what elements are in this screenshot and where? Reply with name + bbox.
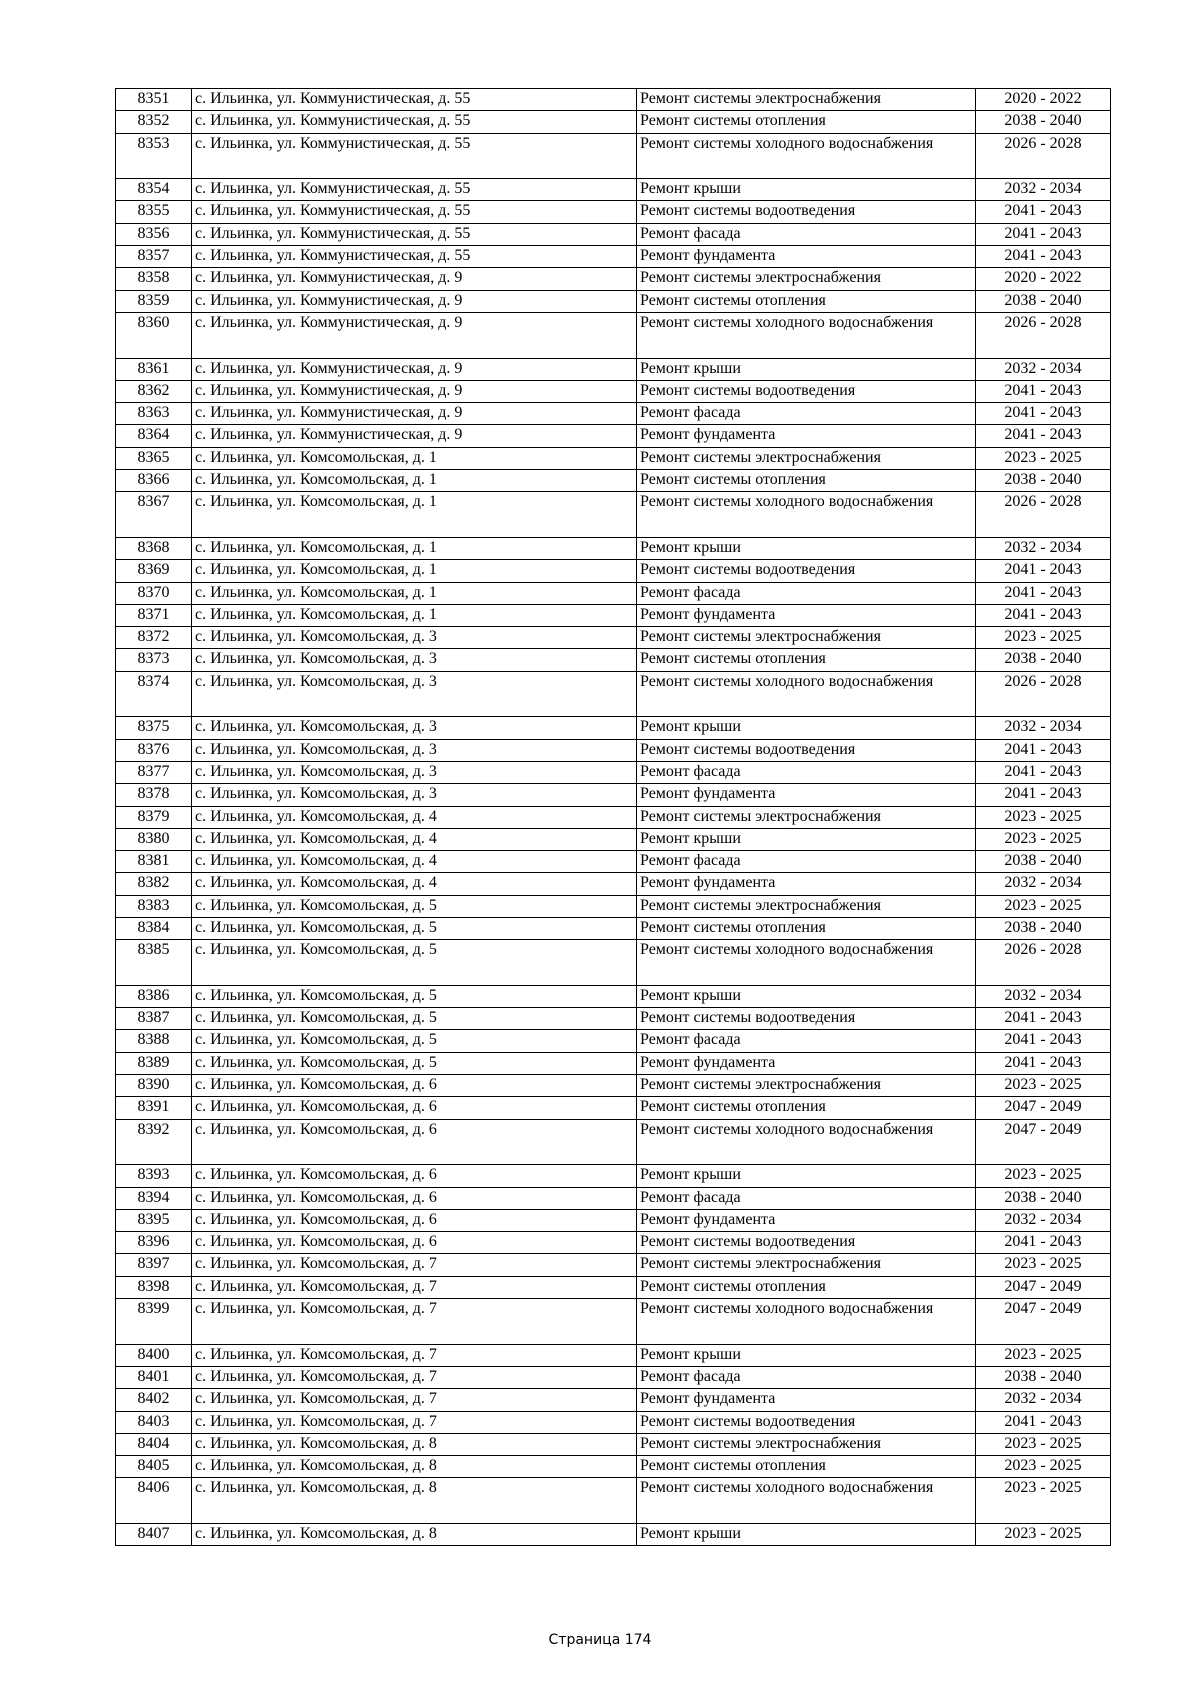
row-period: 2023 - 2025 [976, 1456, 1111, 1478]
page-number: Страница 174 [548, 1632, 652, 1648]
row-period: 2026 - 2028 [976, 312, 1111, 358]
table-row [116, 1456, 1111, 1478]
row-work-type: Ремонт системы водоотведения [637, 739, 976, 761]
row-number: 8351 [116, 89, 192, 111]
row-address: с. Ильинка, ул. Комсомольская, д. 6 [192, 1187, 637, 1209]
row-work-type: Ремонт фасада [637, 223, 976, 245]
table-row [116, 89, 1111, 111]
row-period: 2032 - 2034 [976, 1209, 1111, 1231]
row-number: 8372 [116, 627, 192, 649]
row-address: с. Ильинка, ул. Коммунистическая, д. 55 [192, 89, 637, 111]
table-row [116, 940, 1111, 986]
row-address: с. Ильинка, ул. Комсомольская, д. 7 [192, 1276, 637, 1298]
row-period: 2023 - 2025 [976, 1254, 1111, 1276]
row-period: 2041 - 2043 [976, 223, 1111, 245]
row-address: с. Ильинка, ул. Коммунистическая, д. 55 [192, 201, 637, 223]
row-period: 2047 - 2049 [976, 1097, 1111, 1119]
repair-schedule-table [115, 88, 1111, 1546]
row-work-type: Ремонт системы холодного водоснабжения [637, 671, 976, 717]
row-address: с. Ильинка, ул. Комсомольская, д. 6 [192, 1119, 637, 1165]
row-period: 2023 - 2025 [976, 1344, 1111, 1366]
row-number: 8390 [116, 1075, 192, 1097]
row-number: 8407 [116, 1524, 192, 1546]
row-number: 8371 [116, 604, 192, 626]
table-row [116, 492, 1111, 538]
row-period: 2041 - 2043 [976, 1411, 1111, 1433]
row-period: 2038 - 2040 [976, 290, 1111, 312]
table-row [116, 1276, 1111, 1298]
row-address: с. Ильинка, ул. Комсомольская, д. 8 [192, 1433, 637, 1455]
row-address: с. Ильинка, ул. Комсомольская, д. 5 [192, 895, 637, 917]
row-work-type: Ремонт фундамента [637, 1052, 976, 1074]
row-period: 2032 - 2034 [976, 717, 1111, 739]
row-number: 8376 [116, 739, 192, 761]
row-period: 2038 - 2040 [976, 1366, 1111, 1388]
row-address: с. Ильинка, ул. Комсомольская, д. 6 [192, 1165, 637, 1187]
table-row [116, 1232, 1111, 1254]
table-row [116, 627, 1111, 649]
row-work-type: Ремонт системы холодного водоснабжения [637, 312, 976, 358]
table-row [116, 1411, 1111, 1433]
row-work-type: Ремонт фундамента [637, 1209, 976, 1231]
table-row [116, 649, 1111, 671]
row-work-type: Ремонт системы водоотведения [637, 1411, 976, 1433]
row-period: 2038 - 2040 [976, 851, 1111, 873]
row-address: с. Ильинка, ул. Комсомольская, д. 1 [192, 537, 637, 559]
table-row [116, 1344, 1111, 1366]
row-work-type: Ремонт крыши [637, 717, 976, 739]
row-period: 2023 - 2025 [976, 1075, 1111, 1097]
row-number: 8381 [116, 851, 192, 873]
table-row [116, 873, 1111, 895]
table-row [116, 403, 1111, 425]
row-number: 8361 [116, 358, 192, 380]
table-row [116, 828, 1111, 850]
row-work-type: Ремонт системы холодного водоснабжения [637, 492, 976, 538]
row-work-type: Ремонт фасада [637, 582, 976, 604]
row-address: с. Ильинка, ул. Комсомольская, д. 5 [192, 940, 637, 986]
row-work-type: Ремонт фундамента [637, 873, 976, 895]
table-row [116, 470, 1111, 492]
row-period: 2041 - 2043 [976, 784, 1111, 806]
row-period: 2032 - 2034 [976, 358, 1111, 380]
row-number: 8402 [116, 1389, 192, 1411]
row-work-type: Ремонт фундамента [637, 604, 976, 626]
row-work-type: Ремонт фундамента [637, 246, 976, 268]
row-number: 8403 [116, 1411, 192, 1433]
table-row [116, 761, 1111, 783]
row-address: с. Ильинка, ул. Комсомольская, д. 6 [192, 1097, 637, 1119]
row-period: 2023 - 2025 [976, 895, 1111, 917]
row-work-type: Ремонт фасада [637, 761, 976, 783]
row-work-type: Ремонт крыши [637, 358, 976, 380]
row-address: с. Ильинка, ул. Комсомольская, д. 3 [192, 717, 637, 739]
row-work-type: Ремонт крыши [637, 1344, 976, 1366]
row-period: 2041 - 2043 [976, 1030, 1111, 1052]
row-address: с. Ильинка, ул. Комсомольская, д. 4 [192, 851, 637, 873]
row-number: 8384 [116, 917, 192, 939]
row-period: 2023 - 2025 [976, 447, 1111, 469]
table-row [116, 1165, 1111, 1187]
table-row [116, 784, 1111, 806]
row-address: с. Ильинка, ул. Комсомольская, д. 3 [192, 739, 637, 761]
row-work-type: Ремонт системы отопления [637, 1097, 976, 1119]
row-address: с. Ильинка, ул. Коммунистическая, д. 9 [192, 403, 637, 425]
table-row [116, 537, 1111, 559]
row-period: 2020 - 2022 [976, 268, 1111, 290]
row-work-type: Ремонт фасада [637, 1187, 976, 1209]
table-row [116, 1254, 1111, 1276]
row-period: 2038 - 2040 [976, 470, 1111, 492]
row-address: с. Ильинка, ул. Комсомольская, д. 1 [192, 582, 637, 604]
row-number: 8354 [116, 179, 192, 201]
row-number: 8395 [116, 1209, 192, 1231]
row-address: с. Ильинка, ул. Комсомольская, д. 1 [192, 604, 637, 626]
row-number: 8373 [116, 649, 192, 671]
table-body [116, 89, 1111, 1546]
row-address: с. Ильинка, ул. Комсомольская, д. 3 [192, 671, 637, 717]
row-address: с. Ильинка, ул. Комсомольская, д. 7 [192, 1344, 637, 1366]
row-number: 8391 [116, 1097, 192, 1119]
table-row [116, 806, 1111, 828]
table-row [116, 1478, 1111, 1524]
row-number: 8397 [116, 1254, 192, 1276]
row-number: 8367 [116, 492, 192, 538]
row-work-type: Ремонт фундамента [637, 784, 976, 806]
row-work-type: Ремонт фундамента [637, 425, 976, 447]
row-period: 2026 - 2028 [976, 492, 1111, 538]
row-number: 8389 [116, 1052, 192, 1074]
row-period: 2026 - 2028 [976, 940, 1111, 986]
row-address: с. Ильинка, ул. Коммунистическая, д. 9 [192, 425, 637, 447]
row-address: с. Ильинка, ул. Комсомольская, д. 5 [192, 1008, 637, 1030]
table-row [116, 268, 1111, 290]
table-row [116, 447, 1111, 469]
row-address: с. Ильинка, ул. Коммунистическая, д. 55 [192, 223, 637, 245]
row-address: с. Ильинка, ул. Комсомольская, д. 6 [192, 1209, 637, 1231]
row-address: с. Ильинка, ул. Коммунистическая, д. 55 [192, 179, 637, 201]
row-work-type: Ремонт фасада [637, 851, 976, 873]
row-number: 8364 [116, 425, 192, 447]
table-row [116, 604, 1111, 626]
row-period: 2041 - 2043 [976, 761, 1111, 783]
row-number: 8394 [116, 1187, 192, 1209]
row-period: 2032 - 2034 [976, 985, 1111, 1007]
row-period: 2023 - 2025 [976, 1524, 1111, 1546]
row-period: 2041 - 2043 [976, 425, 1111, 447]
row-number: 8388 [116, 1030, 192, 1052]
row-number: 8379 [116, 806, 192, 828]
row-work-type: Ремонт системы отопления [637, 111, 976, 133]
row-work-type: Ремонт системы отопления [637, 470, 976, 492]
row-period: 2041 - 2043 [976, 560, 1111, 582]
row-period: 2032 - 2034 [976, 179, 1111, 201]
row-period: 2032 - 2034 [976, 873, 1111, 895]
row-period: 2038 - 2040 [976, 1187, 1111, 1209]
row-period: 2041 - 2043 [976, 1232, 1111, 1254]
table-row [116, 1052, 1111, 1074]
row-address: с. Ильинка, ул. Коммунистическая, д. 9 [192, 268, 637, 290]
row-work-type: Ремонт системы холодного водоснабжения [637, 1299, 976, 1345]
row-work-type: Ремонт фасада [637, 1366, 976, 1388]
table-row [116, 425, 1111, 447]
row-work-type: Ремонт системы отопления [637, 290, 976, 312]
row-work-type: Ремонт системы электроснабжения [637, 627, 976, 649]
row-address: с. Ильинка, ул. Комсомольская, д. 4 [192, 828, 637, 850]
row-period: 2023 - 2025 [976, 627, 1111, 649]
table-row [116, 671, 1111, 717]
row-period: 2026 - 2028 [976, 133, 1111, 179]
row-address: с. Ильинка, ул. Комсомольская, д. 5 [192, 1030, 637, 1052]
row-address: с. Ильинка, ул. Комсомольская, д. 1 [192, 560, 637, 582]
row-work-type: Ремонт крыши [637, 537, 976, 559]
row-period: 2041 - 2043 [976, 201, 1111, 223]
row-period: 2032 - 2034 [976, 1389, 1111, 1411]
row-period: 2023 - 2025 [976, 1165, 1111, 1187]
table-row [116, 1187, 1111, 1209]
row-work-type: Ремонт системы электроснабжения [637, 1254, 976, 1276]
row-number: 8400 [116, 1344, 192, 1366]
table-row [116, 1030, 1111, 1052]
row-work-type: Ремонт системы электроснабжения [637, 268, 976, 290]
row-address: с. Ильинка, ул. Комсомольская, д. 7 [192, 1299, 637, 1345]
row-number: 8352 [116, 111, 192, 133]
row-address: с. Ильинка, ул. Комсомольская, д. 7 [192, 1411, 637, 1433]
row-work-type: Ремонт системы отопления [637, 1276, 976, 1298]
row-number: 8359 [116, 290, 192, 312]
row-period: 2023 - 2025 [976, 828, 1111, 850]
row-work-type: Ремонт системы электроснабжения [637, 447, 976, 469]
table-row [116, 223, 1111, 245]
row-work-type: Ремонт крыши [637, 1165, 976, 1187]
row-address: с. Ильинка, ул. Комсомольская, д. 7 [192, 1389, 637, 1411]
row-address: с. Ильинка, ул. Комсомольская, д. 3 [192, 784, 637, 806]
row-address: с. Ильинка, ул. Комсомольская, д. 3 [192, 627, 637, 649]
table-row [116, 1008, 1111, 1030]
row-period: 2032 - 2034 [976, 537, 1111, 559]
row-address: с. Ильинка, ул. Комсомольская, д. 3 [192, 761, 637, 783]
table-row [116, 1075, 1111, 1097]
row-address: с. Ильинка, ул. Комсомольская, д. 8 [192, 1478, 637, 1524]
row-work-type: Ремонт системы водоотведения [637, 1008, 976, 1030]
row-work-type: Ремонт системы отопления [637, 917, 976, 939]
table-row [116, 1119, 1111, 1165]
row-period: 2041 - 2043 [976, 246, 1111, 268]
row-number: 8363 [116, 403, 192, 425]
table-row [116, 985, 1111, 1007]
row-address: с. Ильинка, ул. Комсомольская, д. 7 [192, 1366, 637, 1388]
row-number: 8392 [116, 1119, 192, 1165]
table-row [116, 1433, 1111, 1455]
row-work-type: Ремонт системы водоотведения [637, 380, 976, 402]
row-work-type: Ремонт фундамента [637, 1389, 976, 1411]
row-number: 8398 [116, 1276, 192, 1298]
row-address: с. Ильинка, ул. Комсомольская, д. 7 [192, 1254, 637, 1276]
table-row [116, 1209, 1111, 1231]
table-row [116, 201, 1111, 223]
table-row [116, 717, 1111, 739]
row-address: с. Ильинка, ул. Комсомольская, д. 6 [192, 1232, 637, 1254]
row-number: 8353 [116, 133, 192, 179]
row-number: 8393 [116, 1165, 192, 1187]
row-work-type: Ремонт системы холодного водоснабжения [637, 1119, 976, 1165]
row-address: с. Ильинка, ул. Коммунистическая, д. 9 [192, 358, 637, 380]
row-number: 8375 [116, 717, 192, 739]
row-address: с. Ильинка, ул. Комсомольская, д. 4 [192, 806, 637, 828]
row-work-type: Ремонт крыши [637, 179, 976, 201]
row-number: 8362 [116, 380, 192, 402]
row-address: с. Ильинка, ул. Комсомольская, д. 5 [192, 1052, 637, 1074]
row-period: 2041 - 2043 [976, 1008, 1111, 1030]
table-row [116, 1366, 1111, 1388]
row-work-type: Ремонт фасада [637, 403, 976, 425]
table-row [116, 246, 1111, 268]
row-address: с. Ильинка, ул. Комсомольская, д. 1 [192, 470, 637, 492]
row-number: 8378 [116, 784, 192, 806]
row-address: с. Ильинка, ул. Коммунистическая, д. 55 [192, 246, 637, 268]
table-row [116, 1389, 1111, 1411]
row-work-type: Ремонт системы электроснабжения [637, 1433, 976, 1455]
row-address: с. Ильинка, ул. Комсомольская, д. 5 [192, 985, 637, 1007]
table-row [116, 1524, 1111, 1546]
table-row [116, 312, 1111, 358]
row-period: 2047 - 2049 [976, 1119, 1111, 1165]
row-number: 8405 [116, 1456, 192, 1478]
row-address: с. Ильинка, ул. Комсомольская, д. 8 [192, 1524, 637, 1546]
row-number: 8369 [116, 560, 192, 582]
row-period: 2041 - 2043 [976, 604, 1111, 626]
row-period: 2041 - 2043 [976, 582, 1111, 604]
row-address: с. Ильинка, ул. Коммунистическая, д. 9 [192, 290, 637, 312]
row-number: 8386 [116, 985, 192, 1007]
row-work-type: Ремонт системы электроснабжения [637, 895, 976, 917]
table-row [116, 1299, 1111, 1345]
row-address: с. Ильинка, ул. Коммунистическая, д. 9 [192, 380, 637, 402]
row-period: 2047 - 2049 [976, 1276, 1111, 1298]
table-row [116, 895, 1111, 917]
row-address: с. Ильинка, ул. Коммунистическая, д. 55 [192, 133, 637, 179]
row-work-type: Ремонт системы холодного водоснабжения [637, 133, 976, 179]
row-address: с. Ильинка, ул. Комсомольская, д. 4 [192, 873, 637, 895]
row-address: с. Ильинка, ул. Комсомольская, д. 5 [192, 917, 637, 939]
table-row [116, 560, 1111, 582]
row-number: 8382 [116, 873, 192, 895]
row-period: 2038 - 2040 [976, 649, 1111, 671]
table-row [116, 851, 1111, 873]
row-period: 2023 - 2025 [976, 1433, 1111, 1455]
table-row [116, 739, 1111, 761]
row-number: 8360 [116, 312, 192, 358]
table-row [116, 380, 1111, 402]
row-number: 8385 [116, 940, 192, 986]
row-work-type: Ремонт системы отопления [637, 649, 976, 671]
row-number: 8366 [116, 470, 192, 492]
row-work-type: Ремонт системы электроснабжения [637, 89, 976, 111]
row-number: 8396 [116, 1232, 192, 1254]
table-row [116, 290, 1111, 312]
row-period: 2038 - 2040 [976, 917, 1111, 939]
table-row [116, 917, 1111, 939]
row-period: 2041 - 2043 [976, 403, 1111, 425]
table-row [116, 179, 1111, 201]
row-work-type: Ремонт системы электроснабжения [637, 806, 976, 828]
row-work-type: Ремонт крыши [637, 985, 976, 1007]
table-row [116, 358, 1111, 380]
row-number: 8357 [116, 246, 192, 268]
row-number: 8365 [116, 447, 192, 469]
row-work-type: Ремонт системы холодного водоснабжения [637, 1478, 976, 1524]
row-period: 2023 - 2025 [976, 1478, 1111, 1524]
row-address: с. Ильинка, ул. Комсомольская, д. 1 [192, 447, 637, 469]
row-address: с. Ильинка, ул. Комсомольская, д. 6 [192, 1075, 637, 1097]
row-work-type: Ремонт фасада [637, 1030, 976, 1052]
row-number: 8368 [116, 537, 192, 559]
row-number: 8377 [116, 761, 192, 783]
row-number: 8406 [116, 1478, 192, 1524]
row-address: с. Ильинка, ул. Комсомольская, д. 3 [192, 649, 637, 671]
row-number: 8355 [116, 201, 192, 223]
row-number: 8374 [116, 671, 192, 717]
row-period: 2041 - 2043 [976, 380, 1111, 402]
row-work-type: Ремонт системы отопления [637, 1456, 976, 1478]
table-row [116, 133, 1111, 179]
row-address: с. Ильинка, ул. Коммунистическая, д. 55 [192, 111, 637, 133]
row-number: 8404 [116, 1433, 192, 1455]
row-work-type: Ремонт системы холодного водоснабжения [637, 940, 976, 986]
row-period: 2023 - 2025 [976, 806, 1111, 828]
row-work-type: Ремонт системы водоотведения [637, 560, 976, 582]
table-row [116, 111, 1111, 133]
row-number: 8383 [116, 895, 192, 917]
row-period: 2038 - 2040 [976, 111, 1111, 133]
row-period: 2041 - 2043 [976, 739, 1111, 761]
row-period: 2047 - 2049 [976, 1299, 1111, 1345]
row-work-type: Ремонт системы водоотведения [637, 1232, 976, 1254]
row-work-type: Ремонт системы электроснабжения [637, 1075, 976, 1097]
row-number: 8358 [116, 268, 192, 290]
row-address: с. Ильинка, ул. Комсомольская, д. 8 [192, 1456, 637, 1478]
row-number: 8399 [116, 1299, 192, 1345]
row-work-type: Ремонт крыши [637, 1524, 976, 1546]
row-number: 8356 [116, 223, 192, 245]
row-address: с. Ильинка, ул. Коммунистическая, д. 9 [192, 312, 637, 358]
table-row [116, 1097, 1111, 1119]
row-period: 2020 - 2022 [976, 89, 1111, 111]
row-period: 2041 - 2043 [976, 1052, 1111, 1074]
row-period: 2026 - 2028 [976, 671, 1111, 717]
row-number: 8370 [116, 582, 192, 604]
row-number: 8387 [116, 1008, 192, 1030]
table-row [116, 582, 1111, 604]
row-work-type: Ремонт системы водоотведения [637, 201, 976, 223]
row-work-type: Ремонт крыши [637, 828, 976, 850]
row-number: 8401 [116, 1366, 192, 1388]
row-number: 8380 [116, 828, 192, 850]
row-address: с. Ильинка, ул. Комсомольская, д. 1 [192, 492, 637, 538]
